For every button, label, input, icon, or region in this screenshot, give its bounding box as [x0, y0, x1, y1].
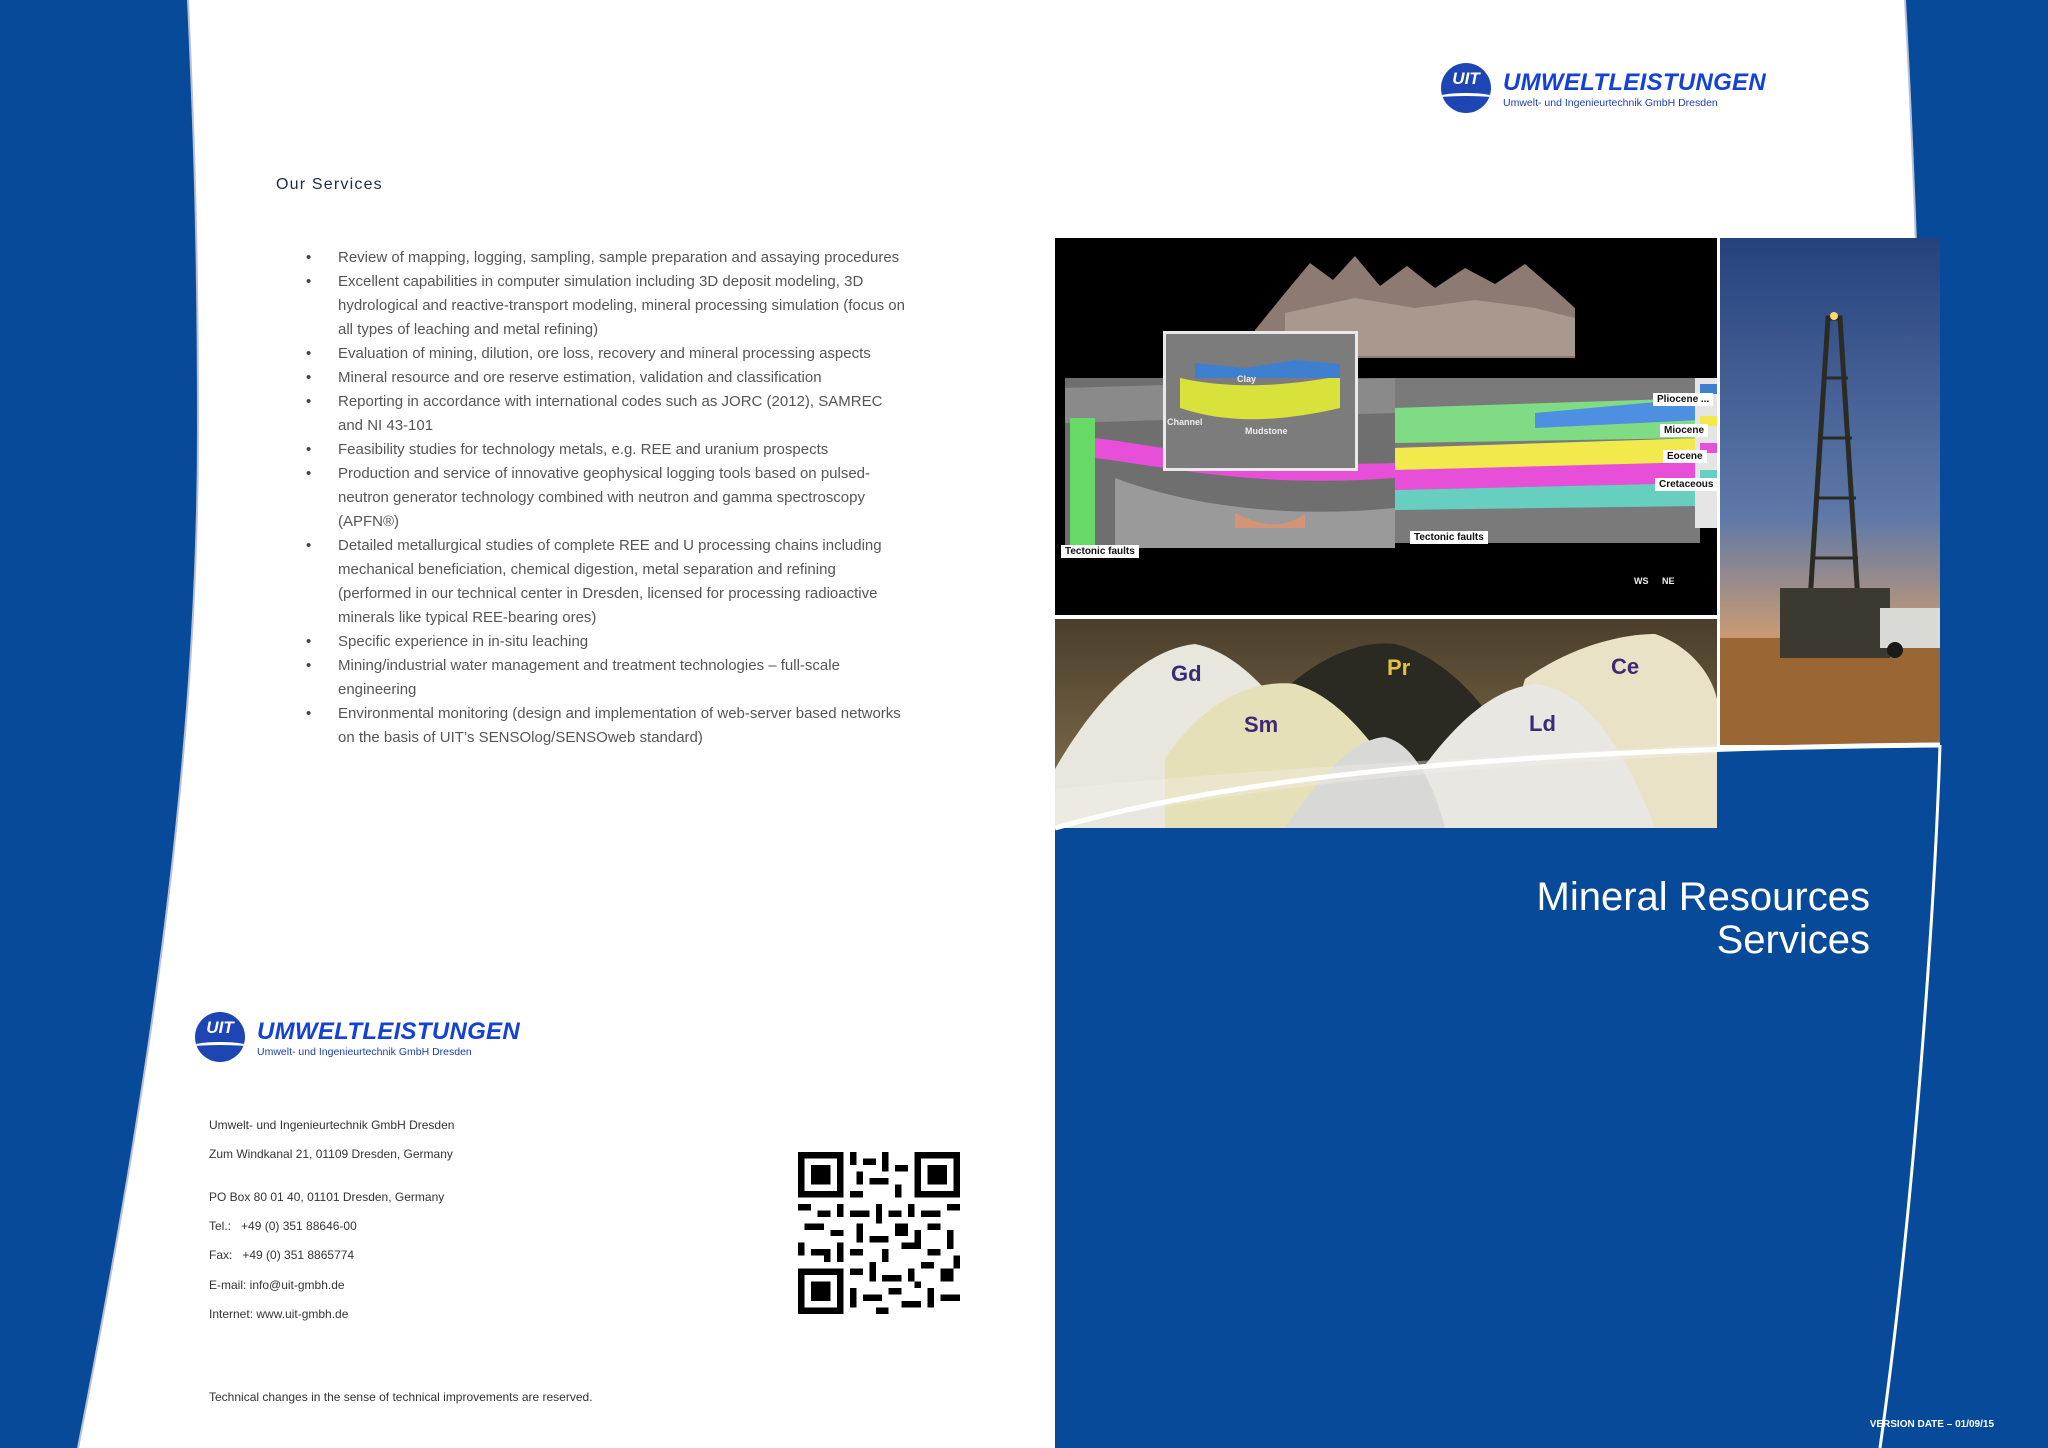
service-item: • Review of mapping, logging, sampling, sample preparation and assaying procedures — [306, 246, 906, 270]
drilling-rig-photo — [1720, 238, 1940, 745]
label-tectonic-faults-right: Tectonic faults — [1410, 531, 1488, 544]
logo-abbr: UIT — [206, 1018, 234, 1037]
geology-model-image — [1055, 238, 1717, 615]
logo-abbr: UIT — [1452, 69, 1480, 88]
element-gd: Gd — [1171, 661, 1202, 686]
wave-icon — [1441, 93, 1491, 104]
element-ce: Ce — [1611, 654, 1640, 679]
brochure-title-line2: Services — [1716, 918, 1870, 962]
brochure-title — [1537, 876, 1870, 962]
rare-earth-powders-photo — [1055, 619, 1717, 828]
element-ld: Ld — [1529, 711, 1556, 736]
service-item: • Feasibility studies for technology metals, e.g. REE and uranium prospects — [306, 438, 906, 462]
label-clay: Clay — [1237, 374, 1257, 384]
services-heading: Our Services — [276, 176, 383, 193]
contact-email: E-mail: info@uit-gmbh.de — [209, 1278, 345, 1292]
brochure-title-line1: Mineral Resources — [1536, 875, 1870, 919]
label-channel: Channel — [1167, 417, 1203, 427]
label-tectonic-faults-left: Tectonic faults — [1061, 545, 1139, 558]
contact-website: Internet: www.uit-gmbh.de — [209, 1307, 349, 1321]
service-item: • Mining/industrial water management and treatment technologies – full-scale engineering — [306, 654, 906, 702]
service-item: • Production and service of innovative geophysical logging tools based on pulsed-neutron generator technology combined with neutron and gamma spectroscopy (APFN®) — [306, 462, 906, 534]
contact-fax: Fax: +49 (0) 351 8865774 — [209, 1248, 355, 1262]
logo-tagline: Umwelt- und Ingenieurtechnik GmbH Dresden — [257, 1046, 472, 1058]
service-item: • Evaluation of mining, dilution, ore loss, recovery and mineral processing aspects — [306, 342, 906, 366]
header-logo — [1441, 63, 1766, 113]
contact-street: Zum Windkanal 21, 01109 Dresden, Germany — [209, 1147, 453, 1161]
version-date: VERSION DATE – 01/09/15 — [1869, 1419, 1994, 1430]
uit-badge-icon — [1441, 63, 1491, 113]
element-pr: Pr — [1387, 655, 1411, 680]
services-list — [306, 246, 906, 750]
logo-name: UMWELTLEISTUNGEN — [1503, 69, 1766, 96]
label-cretaceous: Cretaceous — [1655, 478, 1717, 491]
logo-tagline: Umwelt- und Ingenieurtechnik GmbH Dresden — [1503, 97, 1718, 109]
uit-badge-icon — [195, 1012, 245, 1062]
contact-tel: Tel.: +49 (0) 351 88646-00 — [209, 1219, 357, 1233]
service-item: • Environmental monitoring (design and implementation of web-server based networks on the basis of UIT’s SENSOlog/SENSOweb standard) — [306, 702, 906, 750]
disclaimer-text: Technical changes in the sense of technical improvements are reserved. — [209, 1390, 593, 1404]
label-ws: WS — [1634, 576, 1649, 586]
qr-code-icon[interactable] — [798, 1152, 960, 1314]
label-mudstone: Mudstone — [1245, 426, 1288, 436]
contact-company: Umwelt- und Ingenieurtechnik GmbH Dresden — [209, 1118, 455, 1132]
label-ne: NE — [1662, 576, 1675, 586]
contact-po-box: PO Box 80 01 40, 01101 Dresden, Germany — [209, 1190, 445, 1204]
wave-icon — [195, 1042, 245, 1053]
label-pliocene: Pliocene ... — [1653, 393, 1713, 406]
footer-logo — [195, 1012, 520, 1062]
service-item: • Specific experience in in-situ leaching — [306, 630, 906, 654]
element-sm: Sm — [1244, 712, 1279, 737]
service-item: • Mineral resource and ore reserve estimation, validation and classification — [306, 366, 906, 390]
label-miocene: Miocene — [1660, 424, 1708, 437]
service-item: • Detailed metallurgical studies of complete REE and U processing chains including mechanical beneficiation, chemical digestion, metal separation and refining (performed in our technical center in Dresden, licensed for processing radioactive minerals like typical REE-bearing ores) — [306, 534, 906, 630]
service-item: • Excellent capabilities in computer simulation including 3D deposit modeling, 3D hydrological and reactive-transport modeling, mineral processing simulation (focus on all types of leaching and metal refining) — [306, 270, 906, 342]
service-item: • Reporting in accordance with international codes such as JORC (2012), SAMREC and NI 43-101 — [306, 390, 906, 438]
label-eocene: Eocene — [1663, 450, 1707, 463]
logo-name: UMWELTLEISTUNGEN — [257, 1018, 520, 1045]
